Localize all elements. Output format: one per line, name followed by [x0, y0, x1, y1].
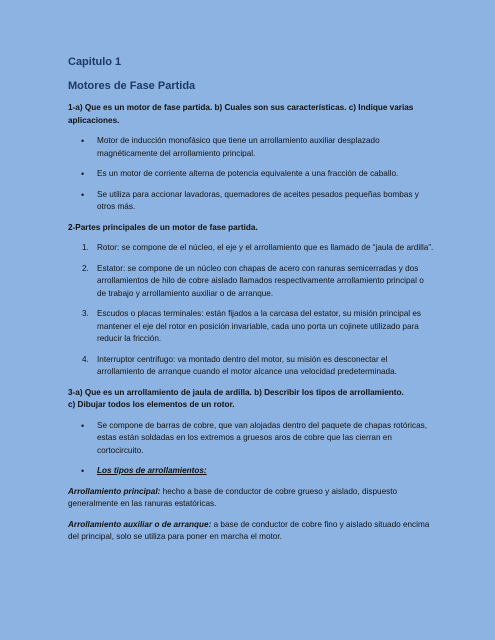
paragraph-aux-winding [68, 519, 435, 544]
bullet-icon: • [81, 466, 85, 476]
list-item [68, 168, 435, 181]
list-item [68, 354, 435, 379]
question-2-answers [68, 242, 435, 379]
list-item-text: Es un motor de corriente alterna de potencia equivalente a una fracción de caballo. [97, 169, 399, 178]
paragraph-main-winding [68, 486, 435, 511]
list-number: 2. [82, 263, 89, 273]
paragraph-lead: Arrollamiento auxiliar o de arranque: [68, 519, 212, 529]
list-item-text: Se utiliza para accionar lavadoras, quemadores de aceites pesados pequeñas bombas y otros más. [97, 189, 419, 211]
bullet-icon: • [81, 169, 85, 179]
list-number: 4. [82, 354, 89, 364]
question-3 [68, 387, 435, 412]
list-item [68, 242, 435, 255]
bullet-icon: • [81, 420, 85, 431]
list-number: 1. [82, 243, 89, 252]
bullet-icon: • [81, 136, 85, 146]
bullet-icon: • [81, 189, 85, 200]
list-item-text: Escudos o placas terminales: están fijados a la carcasa del estator, su misión principal es mantener el eje del rotor en posición invariable, cada uno porta un cojinete utilizado para reducir la fricción. [97, 309, 422, 343]
list-item-text: Los tipos de arrollamientos: [97, 466, 207, 475]
question-1: 1-a) Que es un motor de fase partida. b) Cuales son sus características. c) Indique varias aplicaciones. [68, 103, 414, 125]
list-item-text: Motor de inducción monofásico que tiene un arrollamiento auxiliar desplazado magnéticamente del arrollamiento principal. [97, 136, 380, 158]
paragraph-text: hecho a base de conductor de cobre grueso y aislado, dispuesto generalmente en las ranuras estatóricas. [68, 486, 398, 508]
chapter-heading: Capitulo 1 [68, 56, 122, 68]
question-3-line-1: 3-a) Que es un arrollamiento de jaula de ardilla. b) Describir los tipos de arrollamiento. [68, 387, 404, 397]
list-item-text: Interruptor centrifugo: va montado dentro del motor, su misión es desconectar el arrollamiento de arranque cuando el motor alcance una velocidad predeterminada. [97, 354, 397, 376]
list-item [68, 308, 435, 346]
paragraph-lead: Arrollamiento principal: [68, 486, 161, 496]
list-item [68, 465, 435, 478]
list-item [68, 189, 435, 214]
list-item [68, 263, 435, 301]
list-number: 3. [82, 309, 89, 318]
question-3-line-2: c) Dibujar todos los elementos de un rotor. [68, 400, 235, 409]
question-1-answers [68, 135, 435, 214]
list-item-text: Estator: se compone de un núcleo con chapas de acero con ranuras semicerradas y dos arrollamientos de hilo de cobre aislado llamados respectivamente arrollamiento principal o de trabajo y arrollamiento auxiliar o de arranque. [97, 263, 424, 298]
section-title: Motores de Fase Partida [68, 80, 196, 92]
paragraph-text: a base de conductor de cobre fino y aislado situado encima del principal, solo se utiliza para poner en marcha el motor. [68, 519, 430, 541]
list-item [68, 135, 435, 160]
question-3-answers [68, 420, 435, 478]
list-item-text: Se compone de barras de cobre, que van alojadas dentro del paquete de chapas rotóricas, estas están soldadas en los extremos a gruesos aros de cobre que las cierran en cortocircuito. [97, 420, 427, 455]
question-2: 2-Partes principales de un motor de fase partida. [68, 222, 258, 232]
list-item [68, 420, 435, 458]
list-item-text: Rotor: se compone de el núcleo, el eje y el arrollamiento que es llamado de “jaula de ardilla”. [97, 243, 434, 252]
